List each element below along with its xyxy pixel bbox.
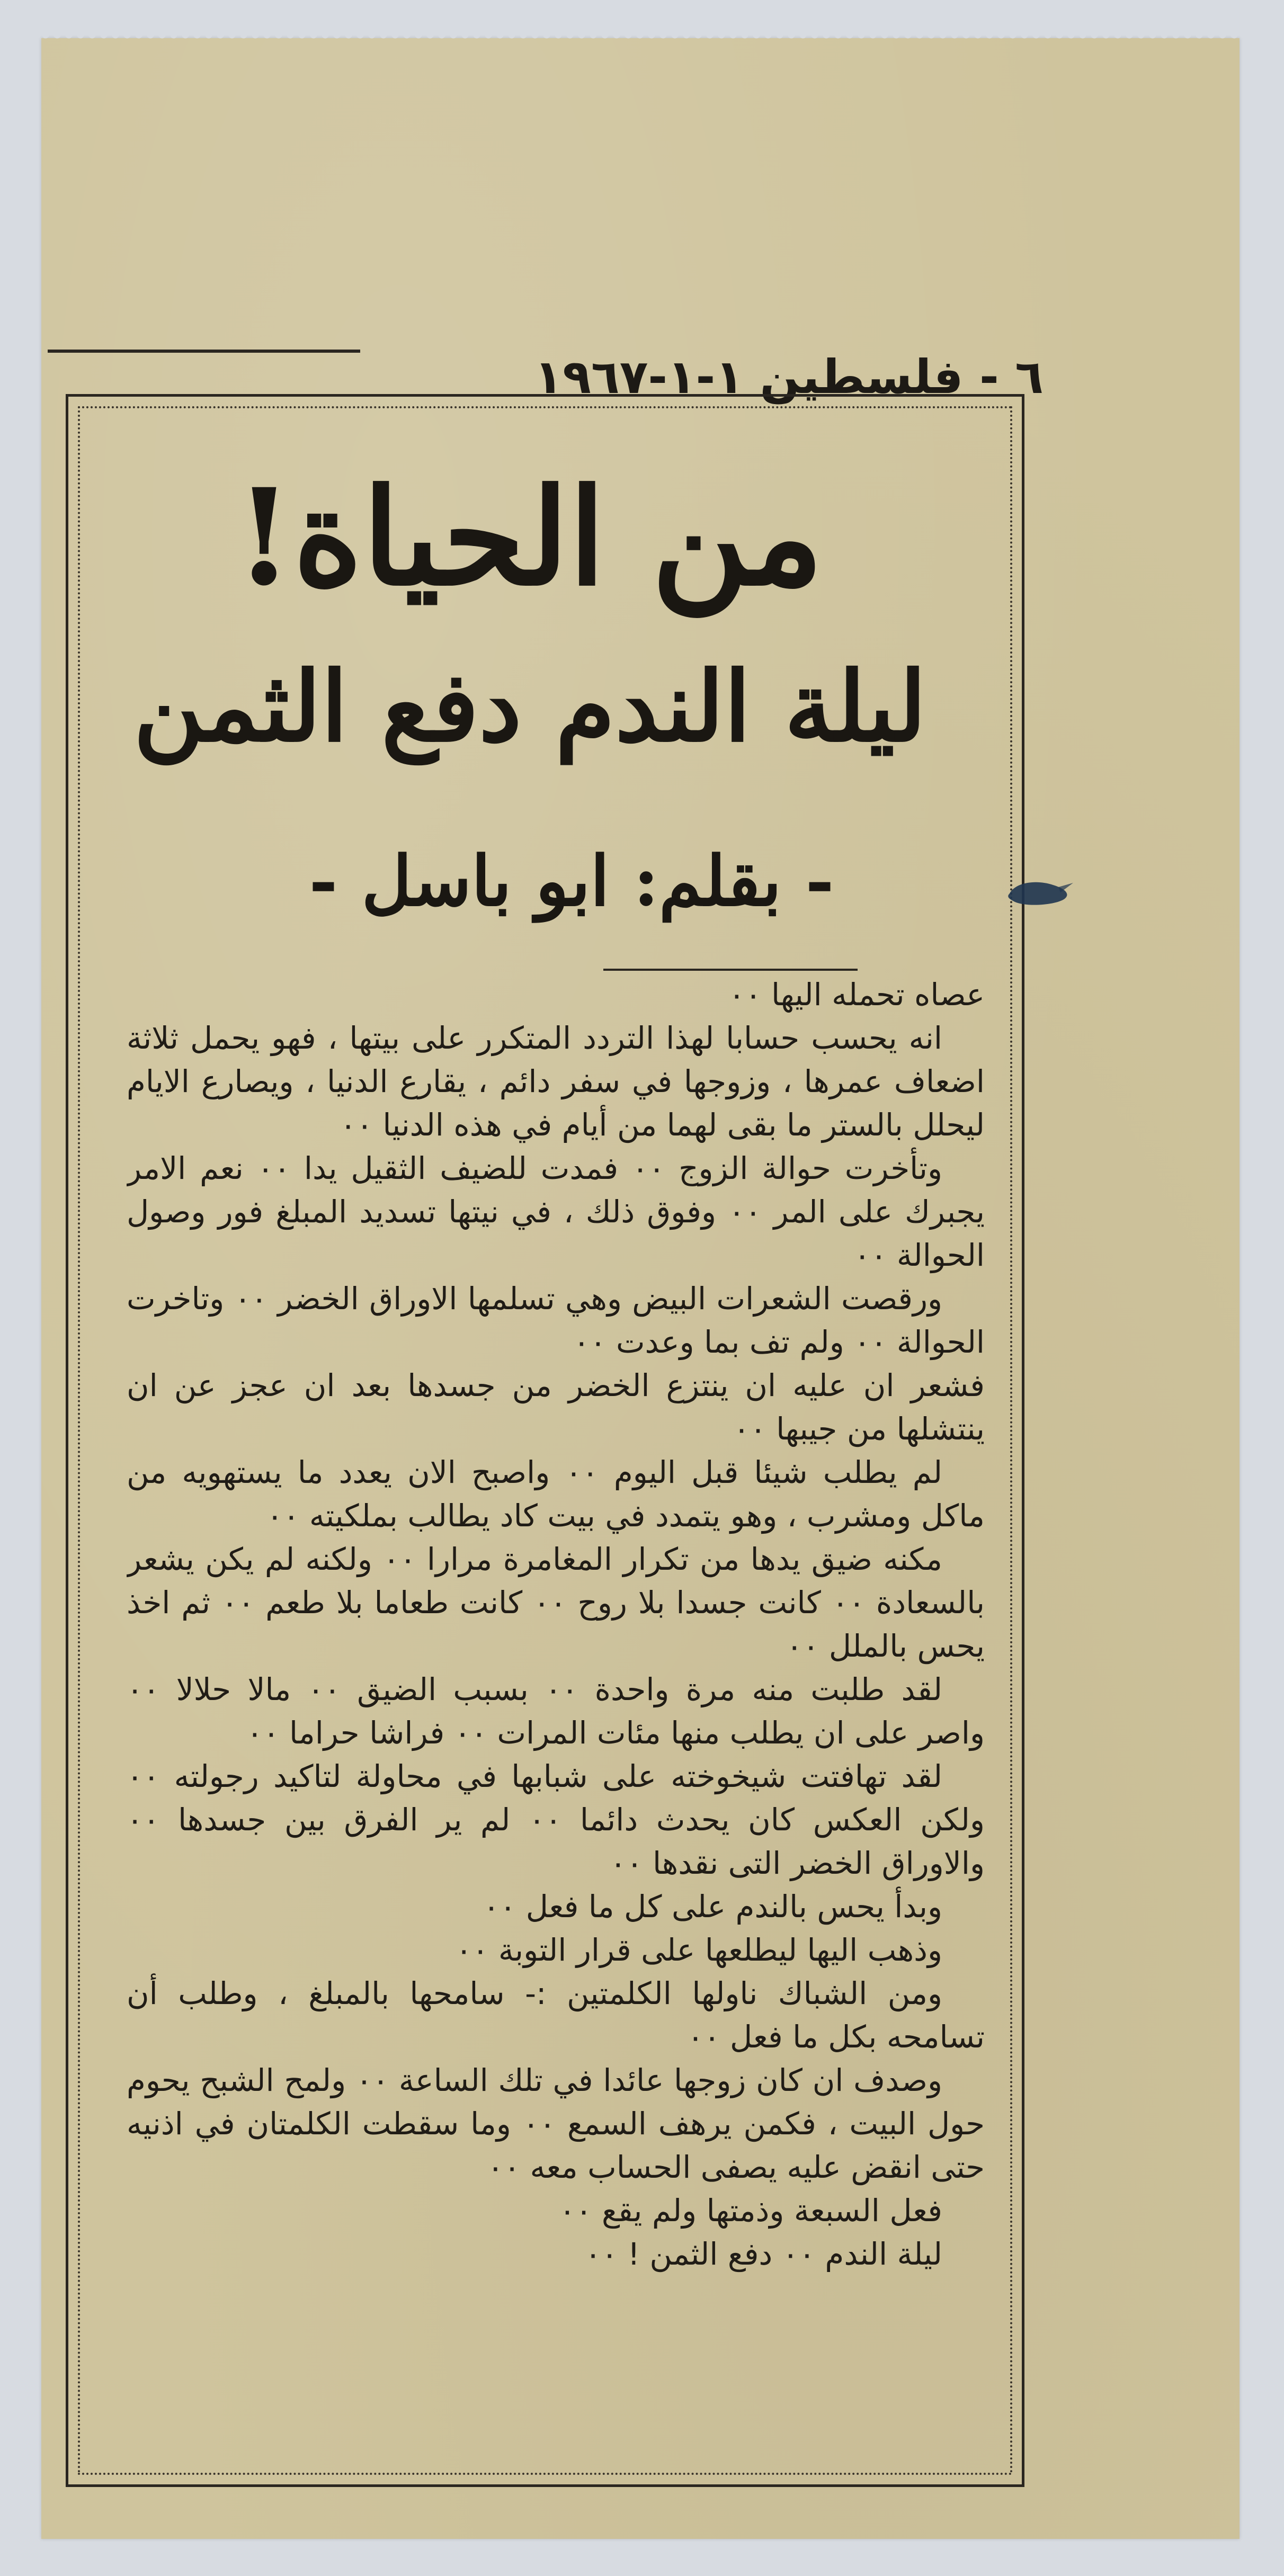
- paragraph: فعل السبعة وذمتها ولم يقع ٠٠: [559, 2193, 942, 2229]
- article-body: [127, 973, 985, 2450]
- article-byline: - بقلم: ابو باسل -: [309, 840, 834, 922]
- paragraph: مكنه ضيق يدها من تكرار المغامرة مرارا ٠٠ ولكنه لم يكن يشعر بالسعادة ٠٠ كانت جسدا بلا روح ٠٠ كانت طعاما بلا طعم ٠٠ ثم اخذ يحس بالملل ٠٠: [127, 1541, 985, 1664]
- paragraph: وتأخرت حوالة الزوج ٠٠ فمدت للضيف الثقيل يدا ٠٠ نعم الامر يجبرك على المر ٠٠ وفوق ذلك ، في نيتها تسديد المبلغ فور وصول الحوالة ٠٠: [127, 1150, 985, 1273]
- paragraph: وصدف ان كان زوجها عائدا في تلك الساعة ٠٠ ولمح الشبح يحوم حول البيت ، فكمن يرهف السمع ٠٠ وما سقطت الكلمتان في اذنيه حتى انقض عليه يصفى الحساب معه ٠٠: [127, 2062, 985, 2185]
- body-separator-rule: [603, 969, 858, 971]
- newspaper-clipping: [41, 38, 1240, 2539]
- paragraph: لم يطلب شيئا قبل اليوم ٠٠ واصبح الان يعدد ما يستهويه من ماكل ومشرب ، وهو يتمدد في بيت كاد يطالب بملكيته ٠٠: [127, 1454, 985, 1534]
- paragraph: لقد تهافتت شيخوخته على شبابها في محاولة لتاكيد رجولته ٠٠ ولكن العكس كان يحدث دائما ٠٠ لم ير الفرق بين جسدها ٠٠ والاوراق الخضر التى نقدها ٠٠: [127, 1758, 985, 1881]
- article-frame: [66, 394, 1024, 2487]
- dateline: ٦ - فلسطين ١-١-١٩٦٧: [534, 350, 1044, 404]
- paragraph: وذهب اليها ليطلعها على قرار التوبة ٠٠: [456, 1932, 942, 1968]
- paragraph: انه يحسب حسابا لهذا التردد المتكرر على بيتها ، فهو يحمل ثلاثة اضعاف عمرها ، وزوجها في سفر دائم ، يقارع الدنيا ، ويصارع الايام ليحلل بالستر ما بقى لهما من أيام في هذه الدنيا ٠٠: [127, 1020, 985, 1143]
- paragraph: ومن الشباك ناولها الكلمتين :- سامحها بالمبلغ ، وطلب أن تسامحه بكل ما فعل ٠٠: [127, 1975, 985, 2055]
- paragraph: عصاه تحمله اليها ٠٠: [728, 977, 985, 1013]
- dateline-rule: [48, 350, 360, 353]
- article-headline: من الحياة!: [235, 459, 824, 615]
- perforated-edge: [41, 35, 1240, 42]
- ink-blot-icon: [1005, 878, 1074, 909]
- paragraph: لقد طلبت منه مرة واحدة ٠٠ بسبب الضيق ٠٠ مالا حلالا ٠٠ واصر على ان يطلب منها مئات المرات ٠٠ فراشا حراما ٠٠: [127, 1671, 985, 1751]
- paragraph: ليلة الندم ٠٠ دفع الثمن ! ٠٠: [584, 2236, 942, 2272]
- paragraph: ورقصت الشعرات البيض وهي تسلمها الاوراق الخضر ٠٠ وتاخرت الحوالة ٠٠ ولم تف بما وعدت ٠٠: [127, 1281, 985, 1360]
- paragraph: فشعر ان عليه ان ينتزع الخضر من جسدها بعد ان عجز عن ان ينتشلها من جيبها ٠٠: [127, 1367, 985, 1447]
- article-subheadline: ليلة الندم دفع الثمن: [133, 650, 926, 763]
- paragraph: وبدأ يحس بالندم على كل ما فعل ٠٠: [483, 1889, 942, 1925]
